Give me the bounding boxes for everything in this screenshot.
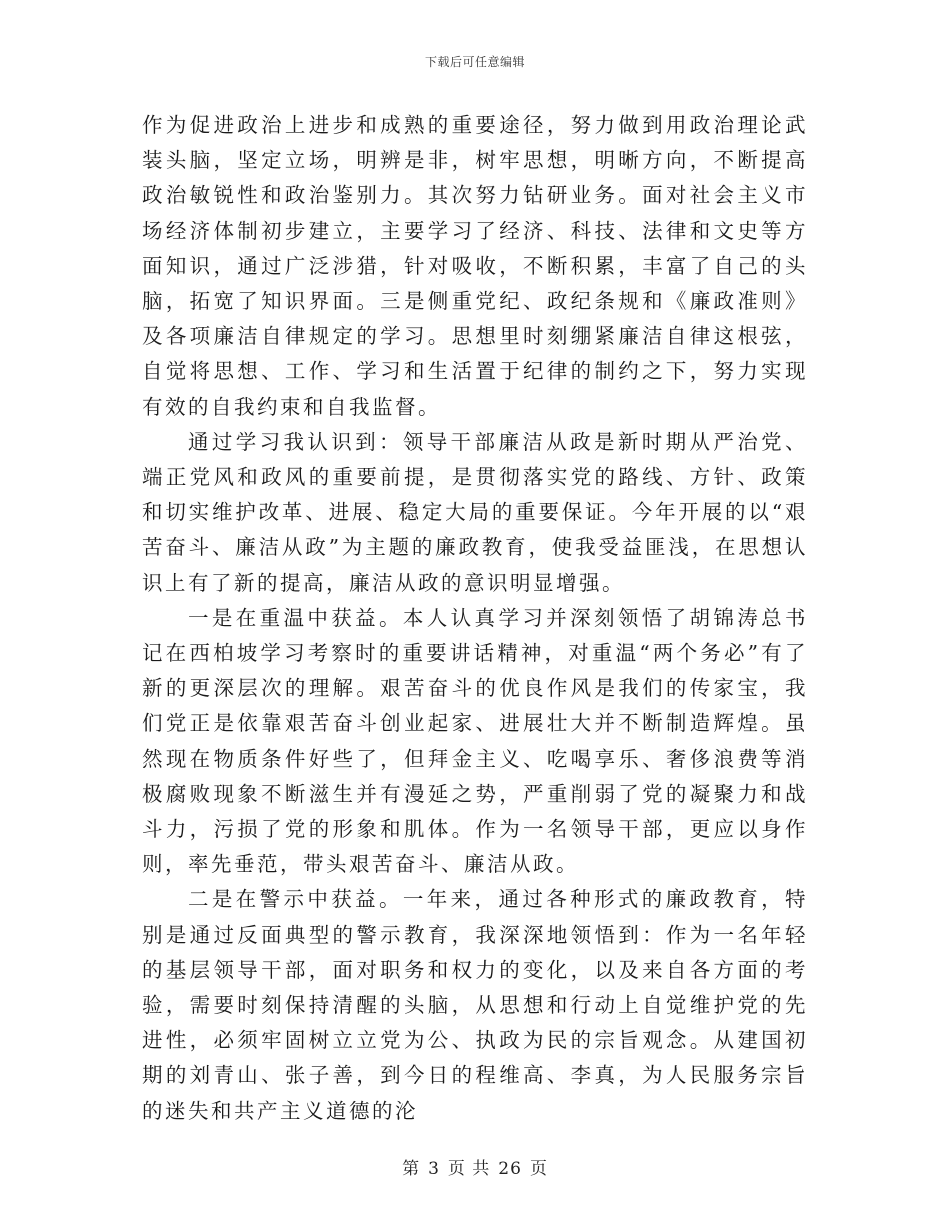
footer-middle: 页 共 <box>447 1159 491 1179</box>
page-header: 下载后可任意编辑 <box>424 55 525 69</box>
page-footer <box>0 1154 950 1179</box>
paragraph-1: 作为促进政治上进步和成熟的重要途径，努力做到用政治理论武装头脑，坚定立场，明辨是非，树牢思想，明晰方向，不断提高政治敏锐性和政治鉴别力。其次努力钻研业务。面对社会主义市场经济体制初步建立，主要学习了经济、科技、法律和文史等方面知识，通过广泛涉猎，针对吸收，不断积累，丰富了自己的头脑，拓宽了知识界面。三是侧重党纪、政纪条规和《廉政准则》及各项廉洁自律规定的学习。思想里时刻绷紧廉洁自律这根弦，自觉将思想、工作、学习和生活置于纪律的制约之下，努力实现有效的自我约束和自我监督。 <box>142 113 808 419</box>
paragraph-3: 一是在重温中获益。本人认真学习并深刻领悟了胡锦涛总书记在西柏坡学习考察时的重要讲话精神，对重温“两个务必”有了新的更深层次的理解。艰苦奋斗的优良作风是我们的传家宝，我们党正是依靠艰苦奋斗创业起家、进展壮大并不断制造辉煌。虽然现在物质条件好些了，但拜金主义、吃喝享乐、奢侈浪费等消极腐败现象不断滋生并有漫延之势，严重削弱了党的凝聚力和战斗力，污损了党的形象和肌体。作为一名领导干部，更应以身作则，率先垂范，带头艰苦奋斗、廉洁从政。 <box>142 605 808 877</box>
paragraph-4: 二是在警示中获益。一年来，通过各种形式的廉政教育，特别是通过反面典型的警示教育，我深深地领悟到：作为一名年轻的基层领导干部，面对职务和权力的变化，以及来自各方面的考验，需要时刻保持清醒的头脑，从思想和行动上自觉维护党的先进性，必须牢固树立立党为公、执政为民的宗旨观念。从建国初期的刘青山、张子善，到今日的程维高、李真，为人民服务宗旨的迷失和共产主义道德的沦 <box>142 887 808 1123</box>
footer-prefix: 第 <box>402 1159 421 1179</box>
footer-total-pages: 26 <box>498 1159 522 1179</box>
document-body <box>142 108 808 1129</box>
footer-suffix: 页 <box>529 1159 548 1179</box>
footer-current-page: 3 <box>428 1159 440 1179</box>
paragraph-2: 通过学习我认识到：领导干部廉洁从政是新时期从严治党、端正党风和政风的重要前提，是贯彻落实党的路线、方针、政策和切实维护改革、进展、稳定大局的重要保证。今年开展的以“艰苦奋斗、廉洁从政”为主题的廉政教育，使我受益匪浅，在思想认识上有了新的提高，廉洁从政的意识明显增强。 <box>142 429 808 595</box>
